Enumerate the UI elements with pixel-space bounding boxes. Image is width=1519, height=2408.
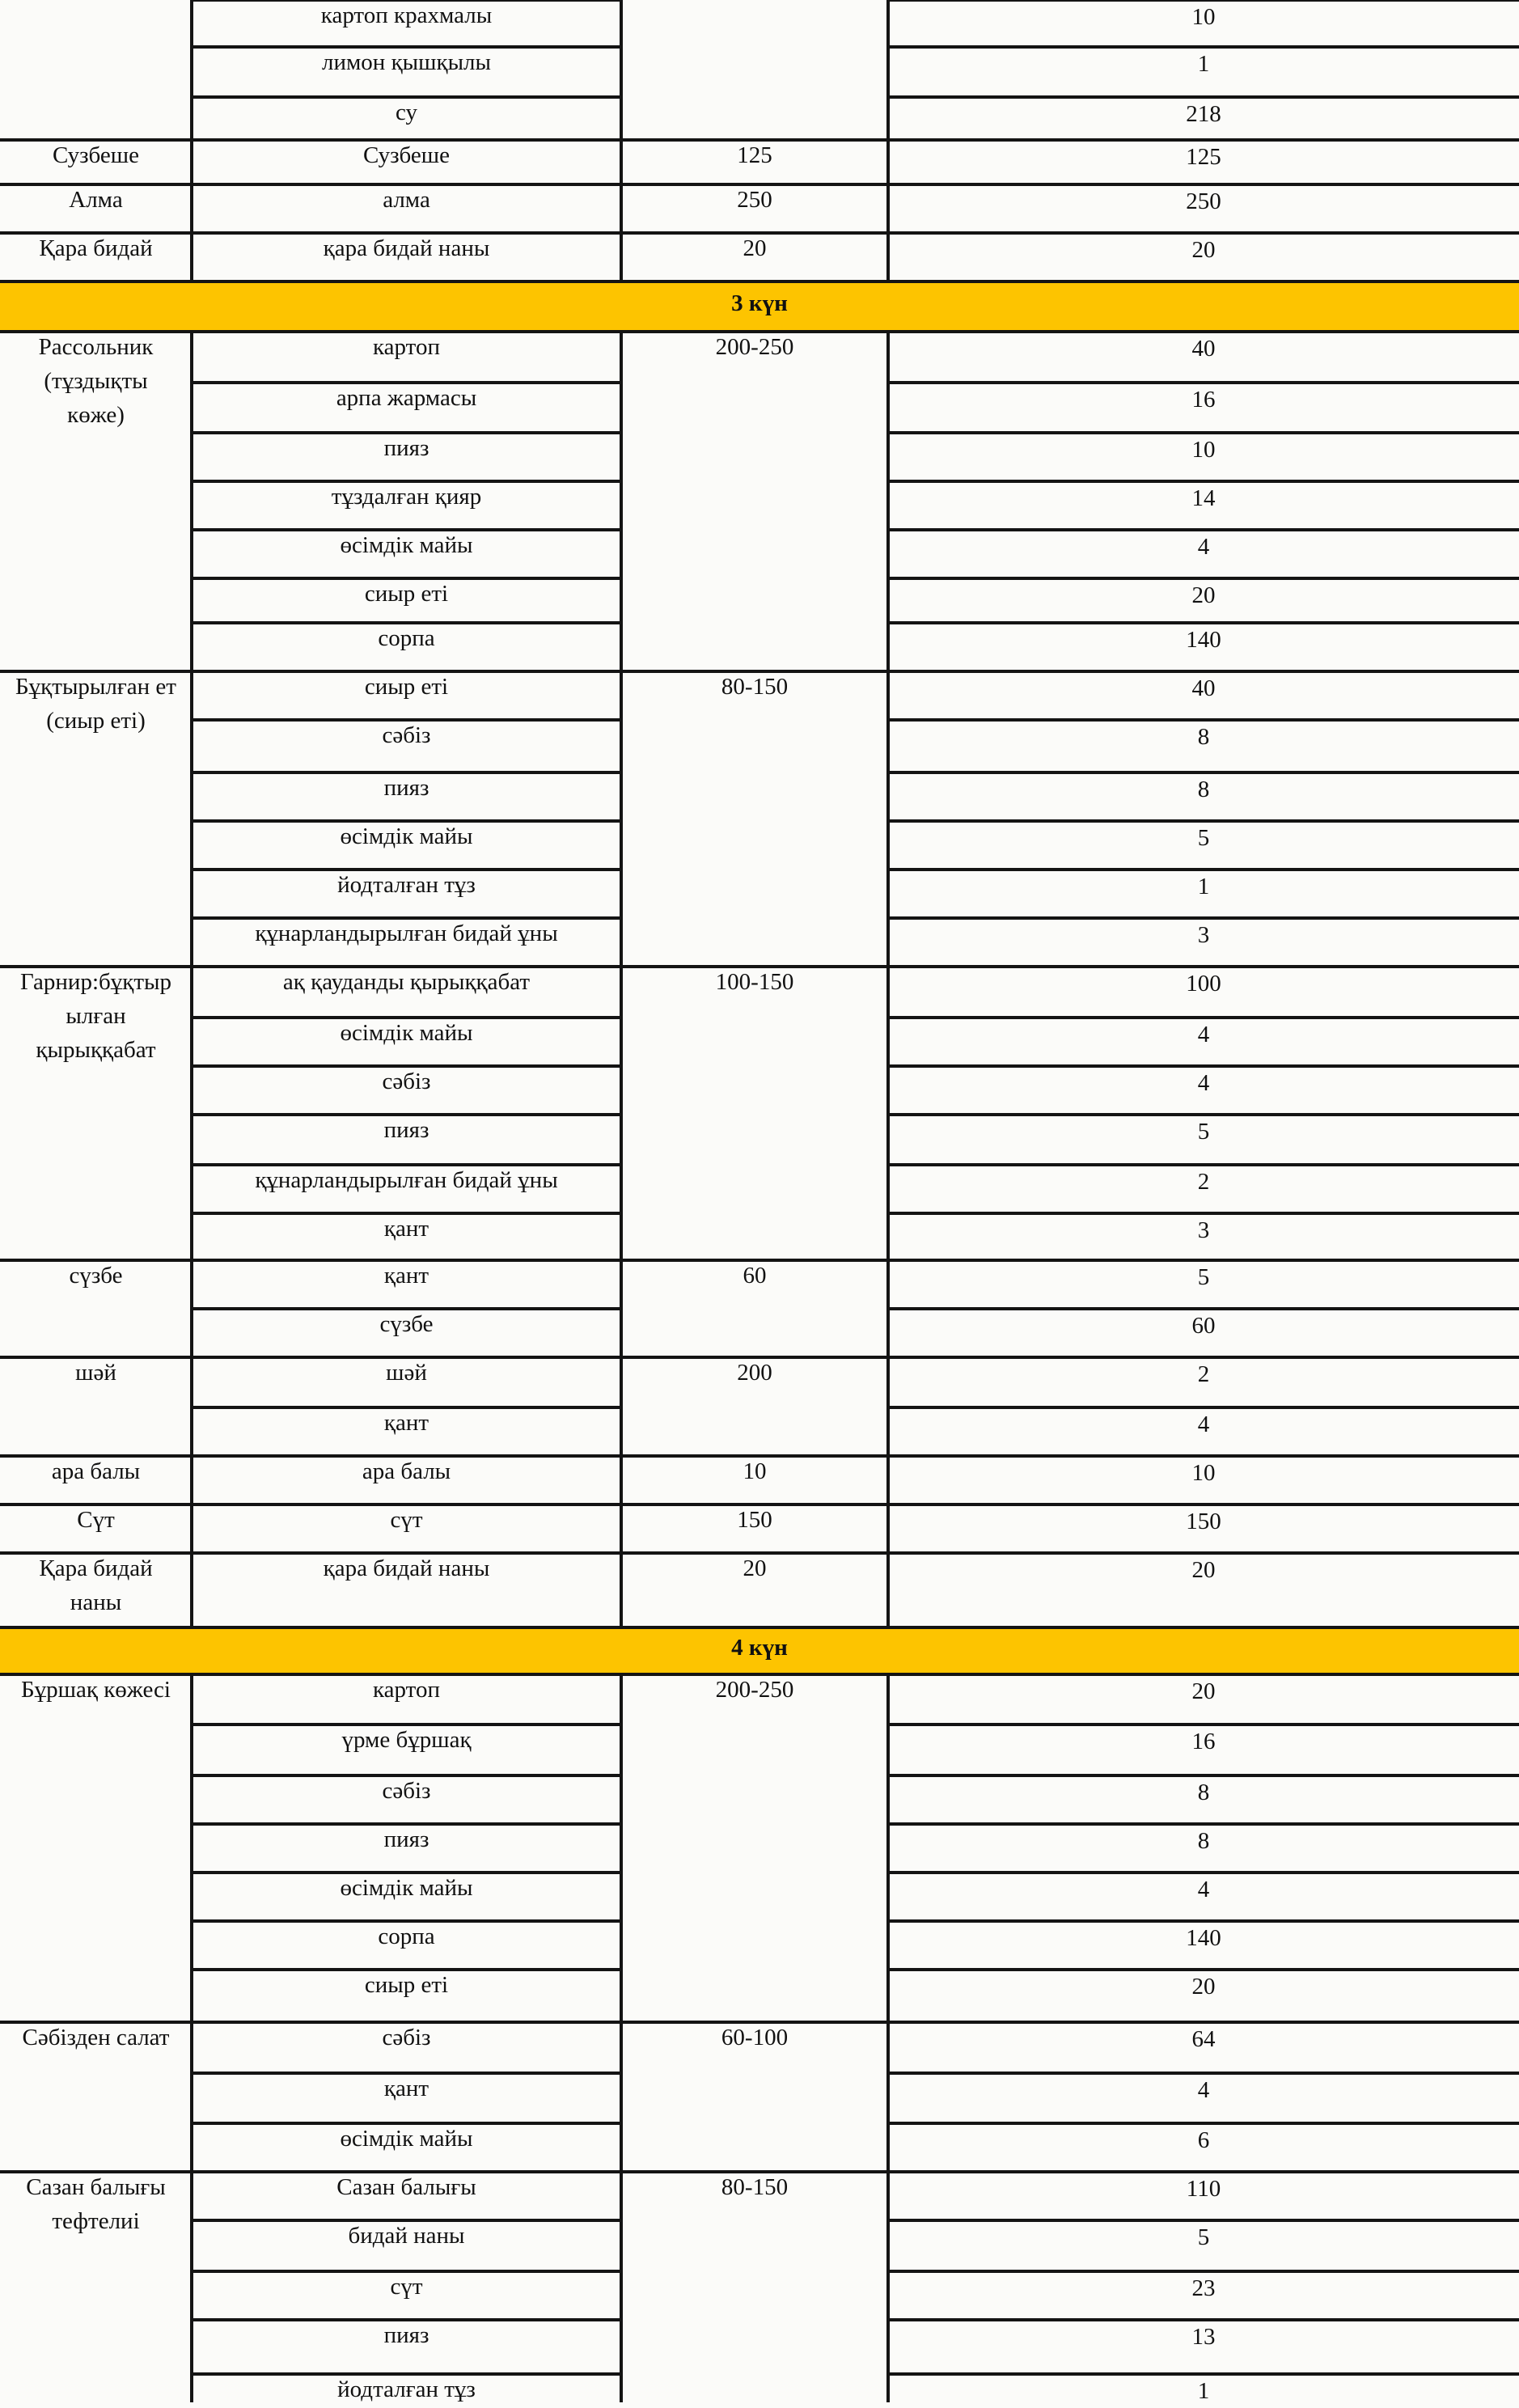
ingredient-cell: сәбіз: [382, 722, 431, 748]
ingredient-cell: құнарландырылған бидай ұны: [255, 920, 558, 946]
amount-cell: 125: [1186, 144, 1221, 170]
ingredient-cell: ақ қауданды қырыққабат: [282, 969, 531, 995]
ingredient-cell: сүт: [390, 1507, 423, 1533]
portion-cell: 150: [737, 1507, 772, 1533]
amount-cell: 8: [1197, 1780, 1210, 1805]
ingredient-cell: Сазан балығы: [336, 2174, 476, 2200]
ingredient-cell: су: [396, 99, 417, 125]
portion-cell: 80-150: [721, 2174, 789, 2200]
amount-cell: 13: [1191, 2324, 1216, 2350]
amount-cell: 140: [1186, 627, 1221, 653]
ingredient-cell: өсімдік майы: [340, 823, 473, 849]
ingredient-cell: өсімдік майы: [340, 1875, 473, 1901]
portion-cell: 60-100: [721, 2025, 789, 2050]
amount-cell: 16: [1191, 387, 1216, 413]
amount-cell: 8: [1197, 777, 1210, 802]
ingredient-cell: өсімдік майы: [340, 2126, 473, 2152]
dish-name: Сузбеше: [52, 142, 140, 168]
amount-cell: 4: [1197, 534, 1210, 560]
dish-name: Бұршақ көжесі: [21, 1677, 171, 1703]
amount-cell: 60: [1191, 1313, 1216, 1339]
ingredient-cell: шәй: [386, 1360, 427, 1386]
dish-name: Сүт: [77, 1507, 115, 1533]
ingredient-cell: лимон қышқылы: [321, 49, 492, 75]
day-band-rule: [0, 280, 1519, 283]
day-band-rule: [0, 1626, 1519, 1629]
ingredient-cell: қара бидай наны: [323, 235, 490, 261]
ingredient-cell: пияз: [383, 2322, 429, 2348]
ingredient-cell: қара бидай наны: [323, 1555, 490, 1581]
amount-cell: 1: [1197, 2378, 1210, 2404]
amount-cell: 10: [1191, 1460, 1216, 1486]
portion-cell: 20: [743, 1555, 767, 1581]
ingredient-cell: пияз: [383, 1826, 429, 1852]
amount-cell: 8: [1197, 724, 1210, 750]
ingredient-cell: ара балы: [362, 1458, 451, 1484]
ingredient-cell: сәбіз: [382, 2025, 431, 2050]
amount-cell: 4: [1197, 1877, 1210, 1902]
ingredient-cell: өсімдік майы: [340, 1020, 473, 1046]
dish-name: Сазан балығы тефтелиі: [26, 2174, 166, 2235]
amount-cell: 218: [1186, 101, 1221, 127]
amount-cell: 5: [1197, 1119, 1210, 1145]
ingredient-cell: сиыр еті: [364, 581, 449, 607]
amount-cell: 3: [1197, 922, 1210, 948]
dish-name: шәй: [75, 1360, 116, 1386]
amount-cell: 140: [1186, 1925, 1221, 1951]
dish-name: Бұқтырылған ет (сиыр еті): [15, 674, 176, 734]
ingredient-cell: тұздалған қияр: [331, 484, 482, 510]
ingredient-cell: өсімдік майы: [340, 532, 473, 558]
amount-cell: 20: [1191, 237, 1216, 263]
day-heading: 3 күн: [731, 290, 788, 316]
ingredient-cell: сиыр еті: [364, 674, 449, 700]
amount-cell: 1: [1197, 51, 1210, 77]
dish-name: Алма: [69, 187, 123, 213]
amount-cell: 10: [1191, 4, 1216, 30]
amount-cell: 3: [1197, 1217, 1210, 1243]
portion-cell: 200: [737, 1360, 772, 1386]
ingredient-cell: пияз: [383, 435, 429, 461]
portion-cell: 100-150: [715, 969, 794, 995]
amount-cell: 40: [1191, 336, 1216, 362]
portion-cell: 200-250: [715, 334, 794, 360]
portion-cell: 60: [743, 1263, 767, 1289]
ingredient-cell: үрме бұршақ: [341, 1727, 472, 1753]
amount-cell: 4: [1197, 1022, 1210, 1047]
amount-cell: 20: [1191, 1557, 1216, 1583]
ingredient-cell: құнарландырылған бидай ұны: [255, 1167, 558, 1193]
amount-cell: 40: [1191, 675, 1216, 701]
portion-cell: 125: [737, 142, 772, 168]
ingredient-cell: йодталған тұз: [337, 872, 476, 898]
amount-cell: 100: [1186, 971, 1221, 997]
ingredient-cell: сүзбе: [379, 1311, 434, 1337]
amount-cell: 4: [1197, 1070, 1210, 1096]
amount-cell: 10: [1191, 437, 1216, 463]
ingredient-cell: сиыр еті: [364, 1972, 449, 1998]
amount-cell: 150: [1186, 1509, 1221, 1534]
dish-name: Рассольник (тұздықты көже): [38, 334, 154, 429]
ingredient-cell: йодталған тұз: [337, 2376, 476, 2402]
ingredient-cell: қант: [383, 1216, 429, 1242]
ingredient-cell: сорпа: [378, 625, 435, 651]
amount-cell: 20: [1191, 1974, 1216, 2000]
amount-cell: 5: [1197, 1264, 1210, 1290]
amount-cell: 4: [1197, 1411, 1210, 1437]
portion-cell: 10: [743, 1458, 767, 1484]
dish-name: сүзбе: [69, 1263, 123, 1289]
amount-cell: 16: [1191, 1729, 1216, 1754]
portion-cell: 250: [737, 187, 772, 213]
ingredient-cell: арпа жармасы: [336, 385, 477, 411]
amount-cell: 6: [1197, 2127, 1210, 2153]
amount-cell: 2: [1197, 1361, 1210, 1387]
amount-cell: 5: [1197, 825, 1210, 851]
ingredient-cell: қант: [383, 1263, 429, 1289]
portion-cell: 20: [743, 235, 767, 261]
ingredient-cell: пияз: [383, 775, 429, 801]
amount-cell: 110: [1186, 2176, 1221, 2202]
ingredient-cell: алма: [383, 187, 430, 213]
amount-cell: 1: [1197, 874, 1210, 899]
amount-cell: 5: [1197, 2224, 1210, 2250]
amount-cell: 8: [1197, 1828, 1210, 1854]
ingredient-cell: бидай наны: [348, 2223, 465, 2249]
ingredient-cell: сүт: [390, 2274, 423, 2300]
ingredient-cell: сәбіз: [382, 1069, 431, 1094]
ingredient-cell: картоп: [373, 1677, 440, 1703]
dish-name: Гарнир:бұқтыр ылған қырыққабат: [19, 969, 171, 1064]
amount-cell: 4: [1197, 2077, 1210, 2103]
amount-cell: 250: [1186, 188, 1221, 214]
ingredient-cell: Сузбеше: [362, 142, 451, 168]
portion-cell: 80-150: [721, 674, 789, 700]
dish-name: ара балы: [51, 1458, 141, 1484]
amount-cell: 2: [1197, 1169, 1210, 1195]
ingredient-cell: картоп крахмалы: [320, 2, 493, 28]
amount-cell: 20: [1191, 1678, 1216, 1704]
amount-cell: 64: [1191, 2026, 1216, 2052]
ingredient-cell: сорпа: [378, 1923, 435, 1949]
ingredient-cell: картоп: [373, 334, 440, 360]
ingredient-cell: қант: [383, 2076, 429, 2101]
amount-cell: 14: [1191, 485, 1216, 511]
day-heading: 4 күн: [731, 1635, 788, 1661]
dish-name: Сәбізден салат: [22, 2025, 170, 2050]
dish-name: Қара бидай: [39, 235, 153, 261]
ingredient-cell: қант: [383, 1410, 429, 1436]
amount-cell: 20: [1191, 582, 1216, 608]
ingredient-cell: сәбіз: [382, 1778, 431, 1804]
amount-cell: 23: [1191, 2275, 1216, 2301]
ingredient-cell: пияз: [383, 1117, 429, 1143]
portion-cell: 200-250: [715, 1677, 794, 1703]
dish-name: Қара бидай наны: [39, 1555, 153, 1616]
